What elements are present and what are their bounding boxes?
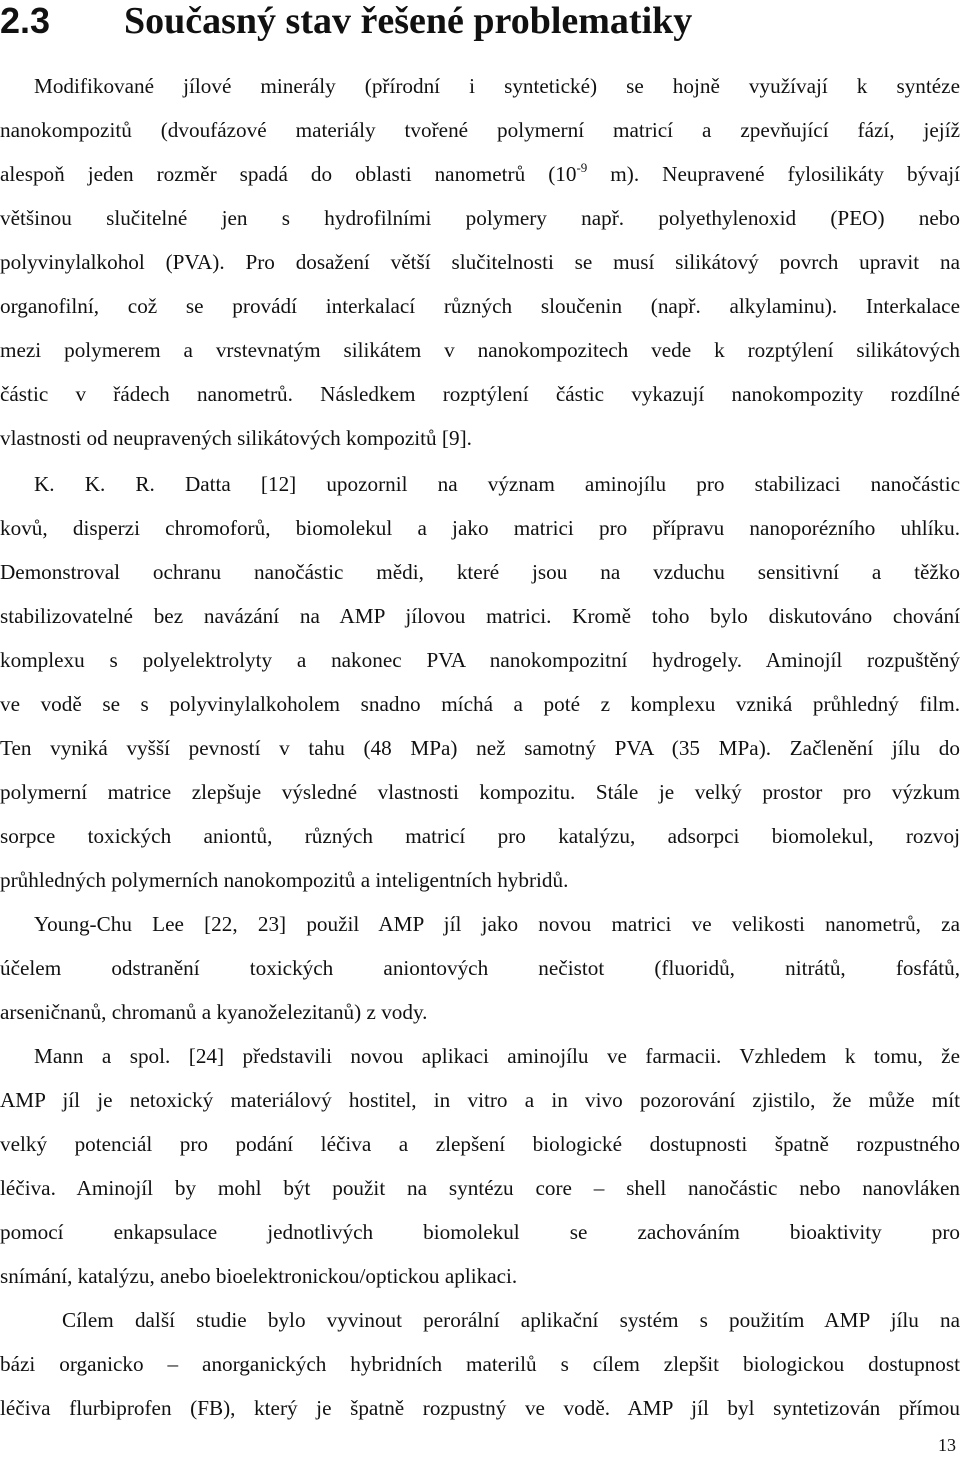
text-line: sorpce toxických aniontů, různých matricí pro katalýzu, adsorpci biomolekul, rozvoj (0, 824, 960, 848)
text-line: stabilizovatelné bez navázání na AMP jílovou matrici. Kromě toho bylo diskutováno chování (0, 604, 960, 628)
text-line: většinou slučitelné jen s hydrofilními polymery např. polyethylenoxid (PEO) nebo (0, 206, 960, 230)
text-line: vlastnosti od neupravených silikátových kompozitů [9]. (0, 426, 472, 450)
text-line: K. K. R. Datta [12] upozornil na význam aminojílu pro stabilizaci nanočástic (34, 472, 960, 496)
text-line: bázi organicko – anorganických hybridních materilů s cílem zlepšit biologickou dostupnost (0, 1352, 960, 1376)
section-title: Současný stav řešené problematiky (124, 0, 693, 42)
text-line: organofilní, což se provádí interkalací různých sloučenin (např. alkylaminu). Interkalace (0, 294, 960, 318)
superscript: -9 (576, 159, 588, 175)
text-line: Young-Chu Lee [22, 23] použil AMP jíl jako novou matrici ve velikosti nanometrů, za (34, 912, 960, 936)
text-line: účelem odstranění toxických aniontových nečistot (fluoridů, nitrátů, fosfátů, (0, 956, 960, 980)
text-line: nanokompozitů (dvoufázové materiály tvořené polymerní matricí a zpevňující fází, jejíž (0, 118, 960, 142)
text-line: Ten vyniká vyšší pevností v tahu (48 MPa) než samotný PVA (35 MPa). Začlenění jílu do (0, 736, 960, 760)
text-line: komplexu s polyelektrolyty a nakonec PVA nanokompozitní hydrogely. Aminojíl rozpuštěný (0, 648, 960, 672)
text-fragment: m). Neupravené fylosilikáty bývají (587, 162, 960, 186)
text-line: částic v řádech nanometrů. Následkem rozptýlení částic vykazují nanokompozity rozdílné (0, 382, 960, 406)
text-line: snímání, katalýzu, anebo bioelektronickou/optickou aplikaci. (0, 1264, 518, 1288)
text-line: Modifikované jílové minerály (přírodní i syntetické) se hojně využívají k syntéze (34, 74, 960, 98)
section-number: 2.3 (0, 0, 51, 41)
text-line: velký potenciál pro podání léčiva a zlepšení biologické dostupnosti špatně rozpustného (0, 1132, 960, 1156)
text-line: polymerní matrice zlepšuje výsledné vlastnosti kompozitu. Stále je velký prostor pro výzkum (0, 780, 960, 804)
section-heading (0, 0, 960, 50)
text-line: pomocí enkapsulace jednotlivých biomolekul se zachováním bioaktivity pro (0, 1220, 960, 1244)
text-line: kovů, disperzi chromoforů, biomolekul a jako matrici pro přípravu nanoporézního uhlíku. (0, 516, 960, 540)
text-line: léčiva flurbiprofen (FB), který je špatně rozpustný ve vodě. AMP jíl byl syntetizován přímou (0, 1396, 960, 1420)
text-line: léčiva. Aminojíl by mohl být použit na syntézu core – shell nanočástic nebo nanovláken (0, 1176, 960, 1200)
text-line: AMP jíl je netoxický materiálový hostitel, in vitro a in vivo pozorování zjistilo, že může mít (0, 1088, 960, 1112)
text-fragment: alespoň jeden rozměr spadá do oblasti nanometrů (10 (0, 162, 577, 186)
text-line: ve vodě se s polyvinylalkoholem snadno míchá a poté z komplexu vzniká průhledný film. (0, 692, 960, 716)
text-line: arseničnanů, chromanů a kyanoželezitanů) z vody. (0, 1000, 428, 1024)
page-number: 13 (938, 1435, 956, 1455)
text-line: mezi polymerem a vrstevnatým silikátem v nanokompozitech vede k rozptýlení silikátových (0, 338, 960, 362)
text-line (0, 161, 960, 187)
text-line: Mann a spol. [24] představili novou aplikaci aminojílu ve farmacii. Vzhledem k tomu, že (34, 1044, 960, 1068)
text-line: polyvinylalkohol (PVA). Pro dosažení větší slučitelnosti se musí silikátový povrch upravit na (0, 250, 960, 274)
text-line: Demonstroval ochranu nanočástic mědi, které jsou na vzduchu sensitivní a těžko (0, 560, 960, 584)
text-line: průhledných polymerních nanokompozitů a inteligentních hybridů. (0, 868, 569, 892)
text-line: Cílem další studie bylo vyvinout perorální aplikační systém s použitím AMP jílu na (62, 1308, 960, 1332)
